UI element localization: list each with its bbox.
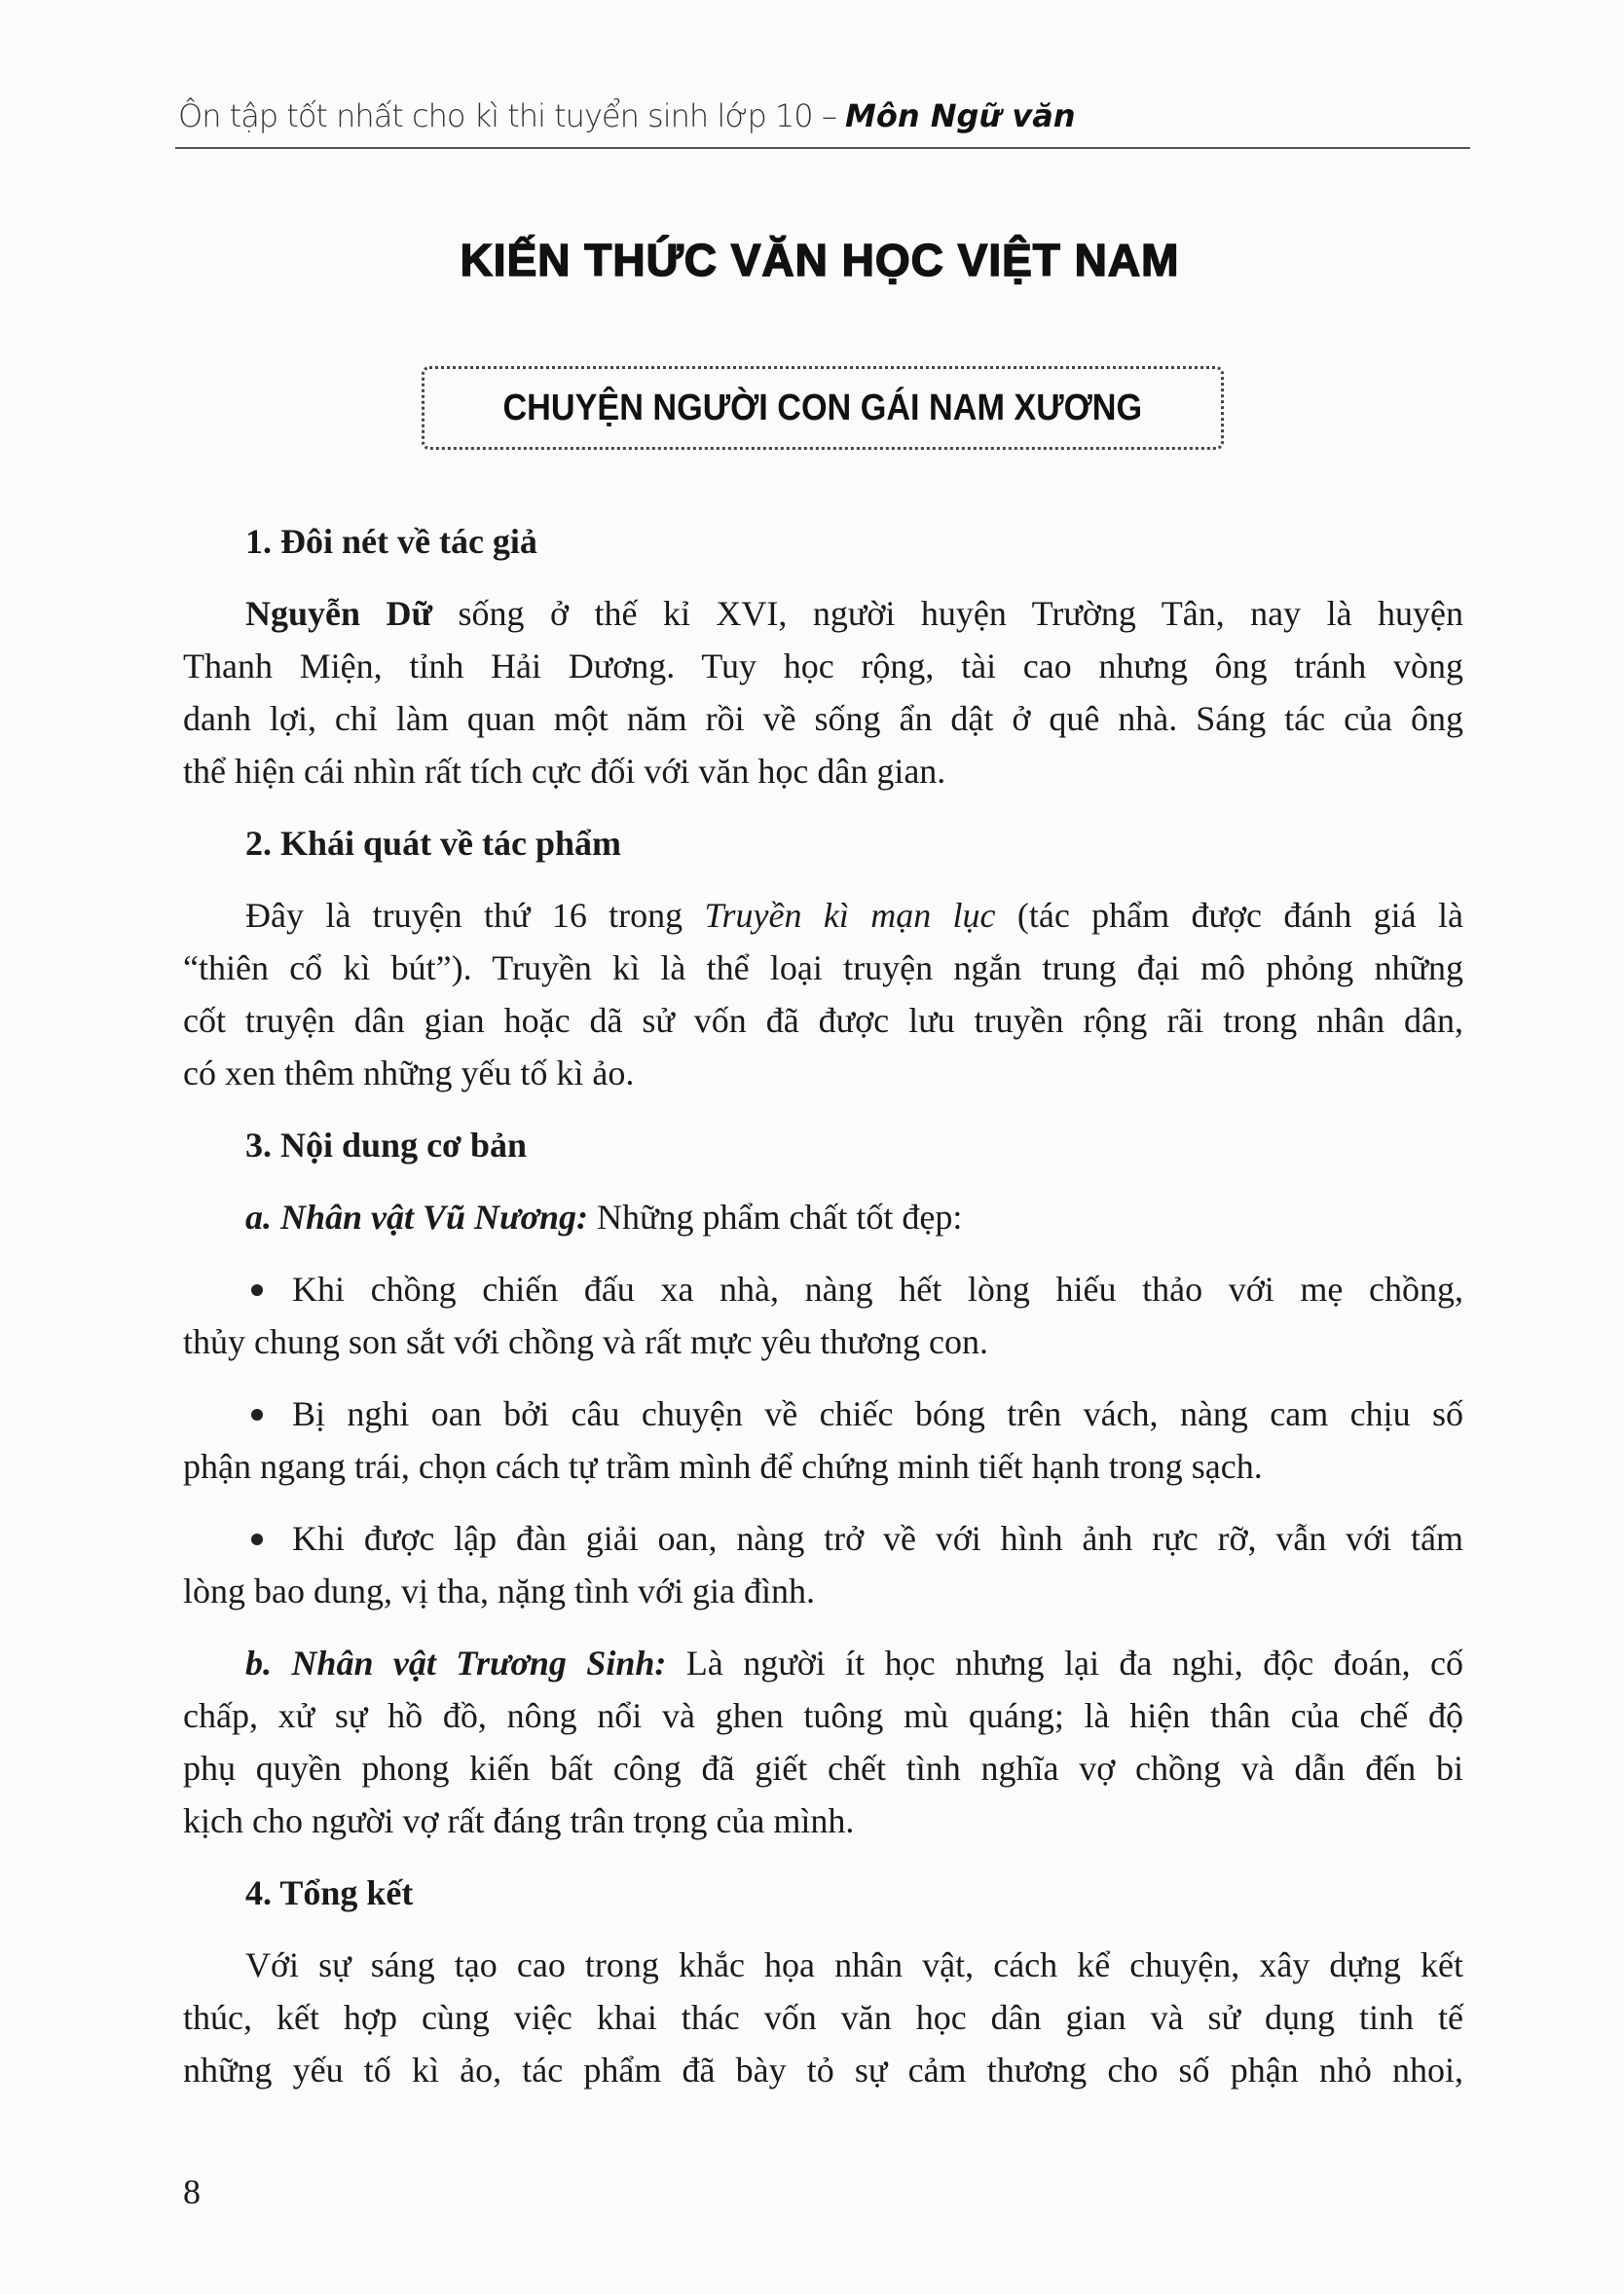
text-segment: (tác phẩm được đánh giá là [995,896,1463,935]
text-line [183,640,1463,692]
text-segment: chấp, xử sự hồ đồ, nông nổi và ghen tuông mù quáng; là hiện thân của chế độ [183,1696,1463,1735]
paragraph [183,1191,1463,1243]
text-segment: sống ở thế kỉ XVI, người huyện Trường Tân, nay là huyện [432,594,1463,633]
paragraph [183,889,1463,1099]
text-segment: cốt truyện dân gian hoặc dã sử vốn đã được lưu truyền rộng rãi trong nhân dân, [183,1001,1463,1040]
section-heading [183,1867,1463,1919]
bullet-item [183,1512,1463,1617]
text-segment: lòng bao dung, vị tha, nặng tình với gia đình. [183,1572,815,1610]
text-segment: Với sự sáng tạo cao trong khắc họa nhân vật, cách kể chuyện, xây dựng kết [245,1945,1463,1984]
emphasis-text: 3. Nội dung cơ bản [245,1126,528,1165]
text-line [183,1991,1463,2044]
text-line [183,1191,1463,1243]
text-line [183,1388,1463,1440]
body-content [183,515,1463,2096]
text-line [183,942,1463,994]
lesson-title: CHUYỆN NGƯỜI CON GÁI NAM XƯƠNG [502,387,1143,428]
section-heading [183,1119,1463,1171]
text-line [183,1047,1463,1099]
bullet-item [183,1263,1463,1368]
paragraph [183,1637,1463,1847]
text-line [183,817,1463,870]
emphasis-text: b. Nhân vật Trương Sinh: [245,1644,667,1683]
text-segment: kịch cho người vợ rất đáng trân trọng của mình. [183,1801,855,1840]
text-segment: Đây là truyện thứ 16 trong [245,896,705,935]
section-heading [183,515,1463,568]
text-segment: có xen thêm những yếu tố kì ảo. [183,1054,635,1092]
text-line [183,1263,1463,1315]
text-line [183,1637,1463,1689]
text-line [183,1315,1463,1368]
text-segment: Bị nghi oan bởi câu chuyện về chiếc bóng trên vách, nàng cam chịu số [292,1394,1463,1433]
text-line [183,1742,1463,1794]
text-line [183,889,1463,942]
text-segment: “thiên cổ kì bút”). Truyền kì là thể loại truyện ngắn trung đại mô phỏng những [183,948,1463,987]
text-segment: Khi được lập đàn giải oan, nàng trở về với hình ảnh rực rỡ, vẫn với tấm [292,1519,1463,1558]
text-segment: thể hiện cái nhìn rất tích cực đối với văn học dân gian. [183,752,946,791]
page-number: 8 [183,2172,201,2211]
paragraph [183,587,1463,797]
emphasis-text: 1. Đôi nét về tác giả [245,522,537,561]
text-segment: những yếu tố kì ảo, tác phẩm đã bày tỏ sự cảm thương cho số phận nhỏ nhoi, [183,2051,1463,2090]
text-line [183,1794,1463,1847]
text-line [183,1440,1463,1493]
text-segment: Những phẩm chất tốt đẹp: [587,1198,963,1237]
text-line [183,587,1463,640]
text-segment: phụ quyền phong kiến bất công đã giết chết tình nghĩa vợ chồng và dẫn đến bi [183,1749,1463,1788]
emphasis-text: 4. Tổng kết [245,1873,414,1912]
text-line [183,745,1463,797]
text-segment: thúc, kết hợp cùng việc khai thác vốn văn học dân gian và sử dụng tinh tế [183,1998,1463,2037]
text-line [183,515,1463,568]
text-segment: Là người ít học nhưng lại đa nghi, độc đoán, cố [666,1644,1463,1683]
header-rule [175,147,1470,149]
chapter-title: KIẾN THỨC VĂN HỌC VIỆT NAM [460,235,1180,285]
paragraph [183,1939,1463,2096]
emphasis-text: Nguyễn Dữ [245,594,433,633]
emphasis-text: Truyền kì mạn lục [704,896,996,935]
text-line [183,1119,1463,1171]
text-line [183,1689,1463,1742]
text-line [183,994,1463,1047]
subject-label: Môn Ngữ văn [844,97,1076,134]
text-line [183,1939,1463,1991]
text-segment: phận ngang trái, chọn cách tự trầm mình để chứng minh tiết hạnh trong sạch. [183,1447,1263,1486]
running-title: Ôn tập tốt nhất cho kì thi tuyển sinh lớp 10 – [178,97,845,134]
text-line [183,692,1463,745]
text-segment: thủy chung son sắt với chồng và rất mực yêu thương con. [183,1322,988,1361]
text-line [183,1512,1463,1565]
text-line [183,2044,1463,2096]
running-header [178,97,1076,134]
text-segment: Khi chồng chiến đấu xa nhà, nàng hết lòng hiếu thảo với mẹ chồng, [292,1270,1463,1309]
text-segment: Thanh Miện, tỉnh Hải Dương. Tuy học rộng, tài cao nhưng ông tránh vòng [183,647,1463,685]
text-line [183,1867,1463,1919]
section-heading [183,817,1463,870]
text-line [183,1565,1463,1617]
emphasis-text: a. Nhân vật Vũ Nương: [245,1198,588,1237]
text-segment: danh lợi, chỉ làm quan một năm rồi về sống ẩn dật ở quê nhà. Sáng tác của ông [183,699,1463,738]
bullet-item [183,1388,1463,1493]
lesson-title-box [422,366,1224,450]
emphasis-text: 2. Khái quát về tác phẩm [245,824,622,863]
